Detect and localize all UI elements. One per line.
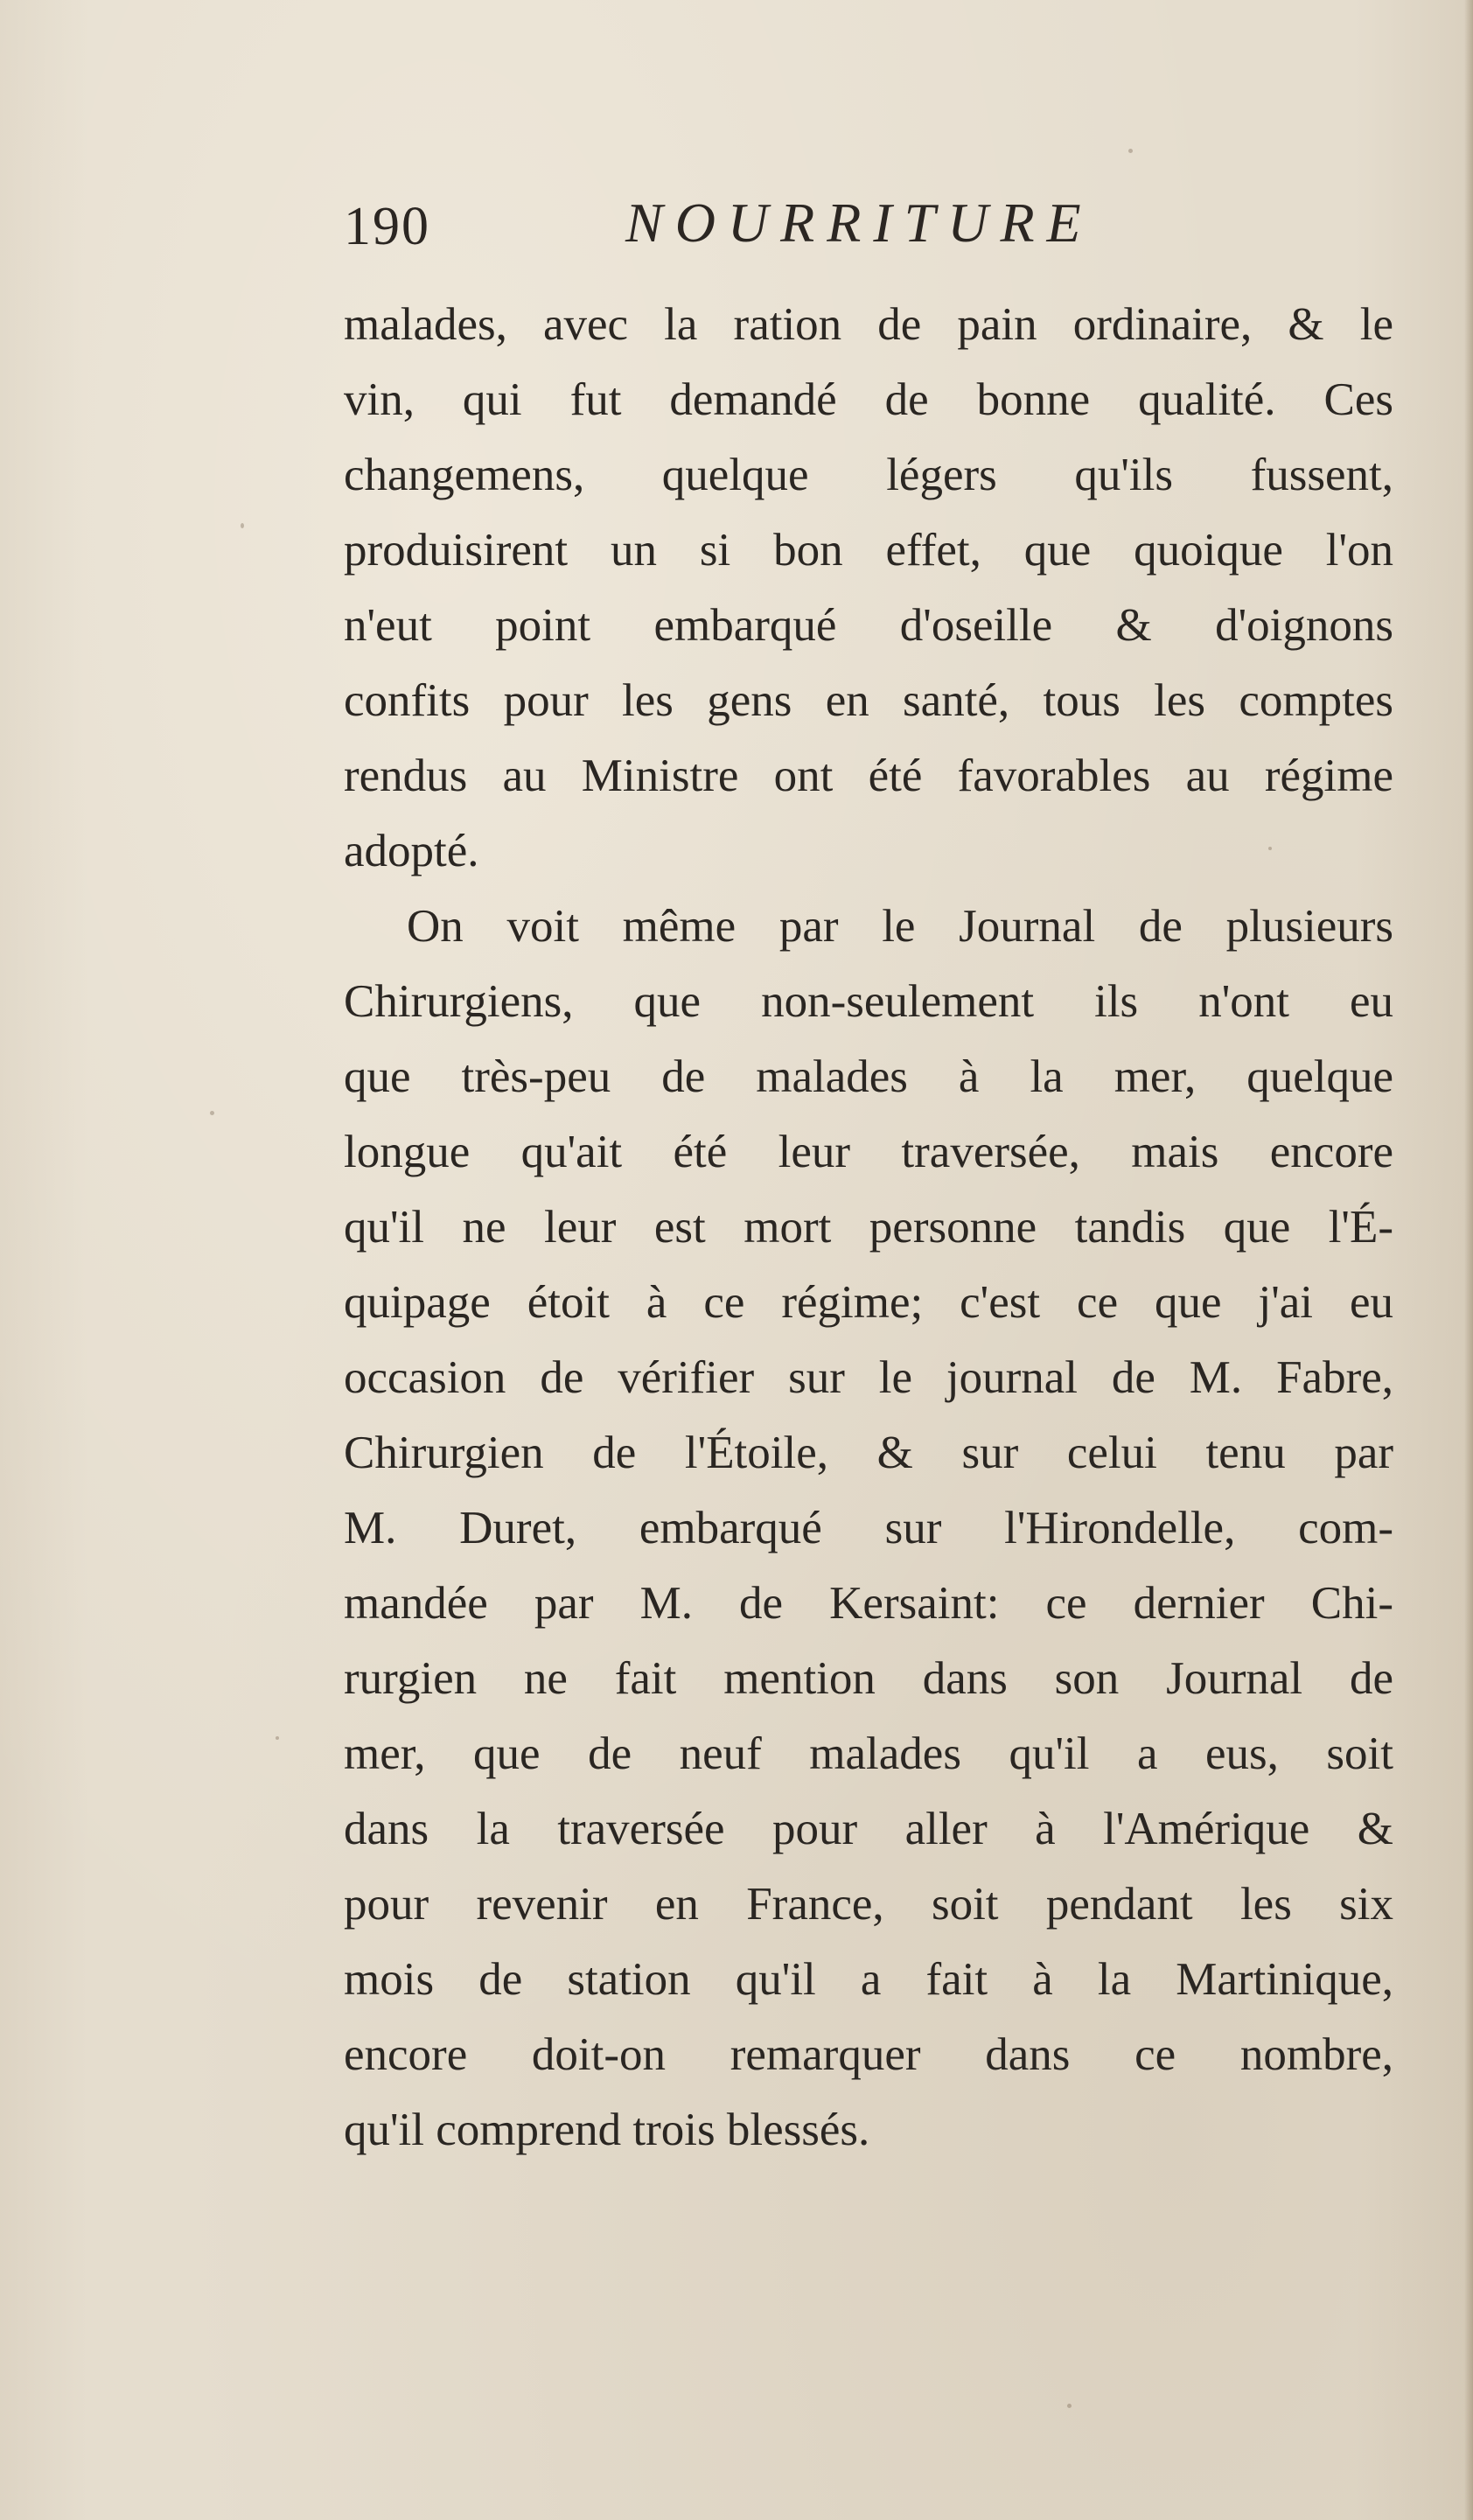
paper-fleck [241, 523, 244, 528]
page-header [344, 191, 1393, 269]
text-line: mois de station qu'il a fait à la Martinique, [344, 1954, 1393, 2005]
paper-fleck [276, 1736, 279, 1740]
text-line: Chirurgiens, que non-seulement ils n'ont eu [344, 976, 1393, 1027]
paper-fleck [1067, 2404, 1072, 2408]
text-line: changemens, quelque légers qu'ils fussent, [344, 450, 1393, 500]
text-line: qu'il ne leur est mort personne tandis que l'É- [344, 1202, 1393, 1253]
text-line: produisirent un si bon effet, que quoique l'on [344, 525, 1393, 576]
text-line: Chirurgien de l'Étoile, & sur celui tenu par [344, 1428, 1393, 1478]
page-number: 190 [344, 197, 430, 256]
paper-fleck [210, 1111, 214, 1115]
paper-fleck [1128, 149, 1133, 153]
text-line: vin, qui fut demandé de bonne qualité. Ces [344, 374, 1393, 425]
text-line: que très-peu de malades à la mer, quelque [344, 1051, 1393, 1102]
paragraph-1 [344, 287, 1393, 889]
text-line: quipage étoit à ce régime; c'est ce que j'ai eu [344, 1277, 1393, 1328]
page-edge-shadow [1464, 0, 1473, 2520]
paragraph-2 [344, 889, 1393, 2167]
text-line: mer, que de neuf malades qu'il a eus, soit [344, 1728, 1393, 1779]
text-line: encore doit-on remarquer dans ce nombre, [344, 2029, 1393, 2080]
text-line: M. Duret, embarqué sur l'Hirondelle, com- [344, 1503, 1393, 1553]
text-line: mandée par M. de Kersaint: ce dernier Chi- [344, 1578, 1393, 1629]
text-line: longue qu'ait été leur traversée, mais encore [344, 1127, 1393, 1177]
text-line: pour revenir en France, soit pendant les six [344, 1879, 1393, 1930]
text-line: rurgien ne fait mention dans son Journal de [344, 1653, 1393, 1704]
text-line: malades, avec la ration de pain ordinaire, & le [344, 299, 1393, 350]
text-line: occasion de vérifier sur le journal de M. Fabre, [344, 1352, 1393, 1403]
text-line: confits pour les gens en santé, tous les comptes [344, 675, 1393, 726]
body-text [344, 287, 1393, 2167]
text-line: On voit même par le Journal de plusieurs [407, 901, 1393, 952]
text-line: n'eut point embarqué d'oseille & d'oignons [344, 600, 1393, 651]
text-line: dans la traversée pour aller à l'Amérique & [344, 1804, 1393, 1854]
text-line: qu'il comprend trois blessés. [344, 2105, 870, 2155]
text-line: adopté. [344, 826, 479, 876]
running-head: NOURRITURE [625, 192, 1093, 254]
text-line: rendus au Ministre ont été favorables au régime [344, 750, 1393, 801]
